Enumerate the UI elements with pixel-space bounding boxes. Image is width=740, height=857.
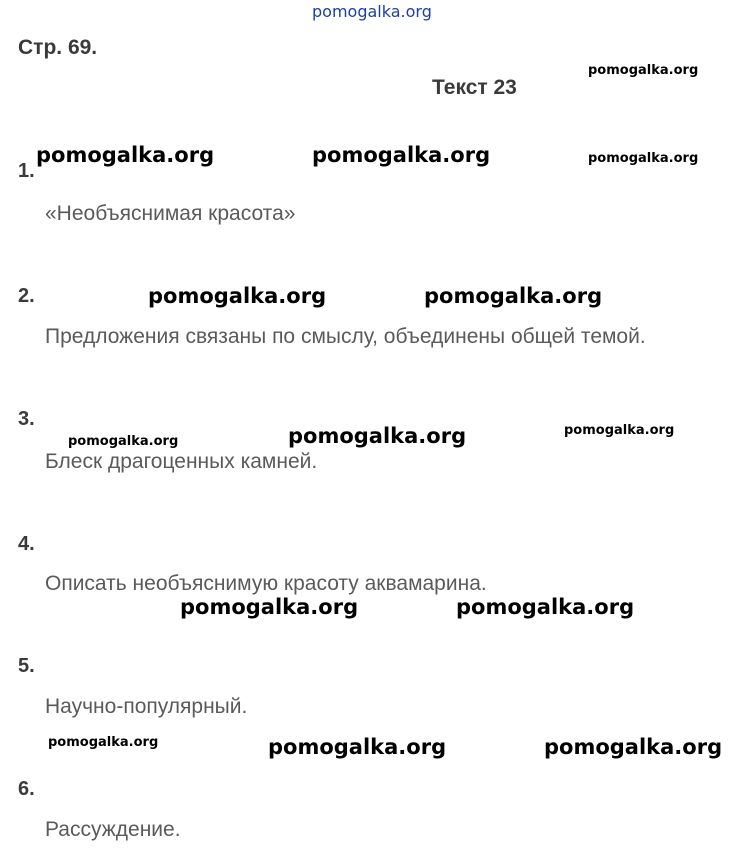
watermark: pomogalka.org	[544, 735, 723, 759]
watermark: pomogalka.org	[588, 63, 699, 78]
item-answer: Описать необъяснимую красоту аквамарина.	[45, 572, 487, 595]
watermark: pomogalka.org	[68, 434, 179, 449]
watermark: pomogalka.org	[36, 143, 215, 167]
item-number: 2.	[18, 285, 35, 307]
watermark: pomogalka.org	[456, 595, 635, 619]
item-answer: «Необъяснимая красота»	[45, 202, 296, 225]
item-number: 3.	[18, 408, 35, 430]
watermark: pomogalka.org	[148, 284, 327, 308]
top-watermark: pomogalka.org	[312, 2, 432, 21]
item-number: 4.	[18, 533, 35, 555]
text-title: Текст 23	[432, 76, 517, 99]
watermark: pomogalka.org	[424, 284, 603, 308]
watermark: pomogalka.org	[564, 423, 675, 438]
item-answer: Предложения связаны по смыслу, объединены общей темой.	[45, 325, 646, 348]
watermark: pomogalka.org	[180, 595, 359, 619]
watermark: pomogalka.org	[268, 735, 447, 759]
item-answer: Научно-популярный.	[45, 695, 248, 718]
item-number: 5.	[18, 655, 35, 677]
item-answer: Рассуждение.	[45, 818, 181, 841]
watermark: pomogalka.org	[48, 735, 159, 750]
watermark: pomogalka.org	[312, 143, 491, 167]
item-answer: Блеск драгоценных камней.	[45, 450, 318, 473]
item-number: 1.	[18, 160, 35, 182]
item-number: 6.	[18, 778, 35, 800]
watermark: pomogalka.org	[588, 151, 699, 166]
watermark: pomogalka.org	[288, 424, 467, 448]
page-reference: Стр. 69.	[18, 36, 98, 59]
